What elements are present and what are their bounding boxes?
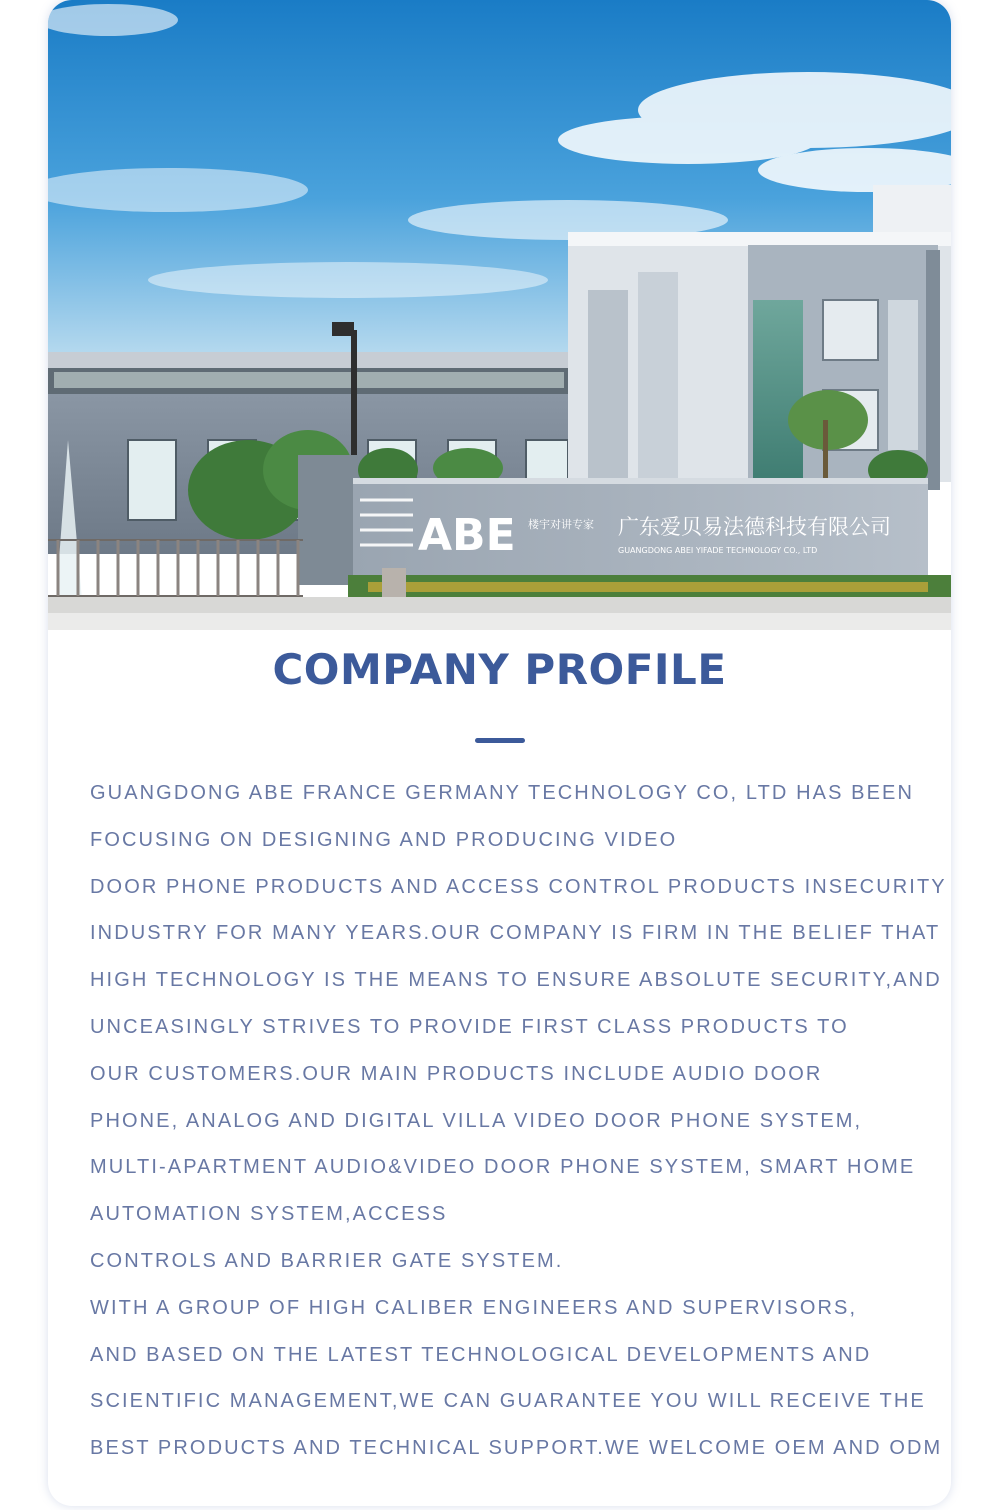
sign-logo: ABE [418, 510, 516, 561]
profile-card [48, 0, 951, 1506]
sign-company-cn: 广东爱贝易法德科技有限公司 [618, 515, 891, 539]
description-line: WITH A GROUP OF HIGH CALIBER ENGINEERS AND SUPERVISORS, [90, 1296, 858, 1319]
description-line: DOOR PHONE PRODUCTS AND ACCESS CONTROL PRODUCTS INSECURITY [90, 875, 947, 898]
description-line: MULTI-APARTMENT AUDIO&VIDEO DOOR PHONE SYSTEM, SMART HOME [90, 1156, 916, 1179]
description-line: PHONE, ANALOG AND DIGITAL VILLA VIDEO DOOR PHONE SYSTEM, [90, 1109, 863, 1132]
sign-company-en: GUANGDONG ABEI YIFADE TECHNOLOGY CO., LTD [618, 546, 818, 555]
page-title: COMPANY PROFILE [272, 645, 727, 694]
description-line: AUTOMATION SYSTEM,ACCESS [90, 1203, 448, 1226]
profile-description [90, 770, 947, 1472]
description-line: HIGH TECHNOLOGY IS THE MEANS TO ENSURE ABSOLUTE SECURITY,AND [90, 969, 942, 992]
description-line: INDUSTRY FOR MANY YEARS.OUR COMPANY IS FIRM IN THE BELIEF THAT [90, 922, 941, 945]
sign-tagline: 楼宇对讲专家 [528, 518, 594, 531]
headquarters-photo [48, 0, 951, 630]
description-line: OUR CUSTOMERS.OUR MAIN PRODUCTS INCLUDE AUDIO DOOR [90, 1062, 823, 1085]
description-line: UNCEASINGLY STRIVES TO PROVIDE FIRST CLASS PRODUCTS TO [90, 1015, 849, 1038]
description-line: GUANGDONG ABE FRANCE GERMANY TECHNOLOGY CO, LTD HAS BEEN [90, 782, 915, 804]
title-divider [475, 738, 525, 743]
description-line: AND BASED ON THE LATEST TECHNOLOGICAL DEVELOPMENTS AND [90, 1343, 872, 1366]
description-line: SCIENTIFIC MANAGEMENT,WE CAN GUARANTEE YOU WILL RECEIVE THE [90, 1390, 926, 1413]
description-line: FOCUSING ON DESIGNING AND PRODUCING VIDEO [90, 828, 678, 851]
description-line: CONTROLS AND BARRIER GATE SYSTEM. [90, 1249, 564, 1272]
description-line: BEST PRODUCTS AND TECHNICAL SUPPORT.WE WELCOME OEM AND ODM [90, 1437, 943, 1460]
